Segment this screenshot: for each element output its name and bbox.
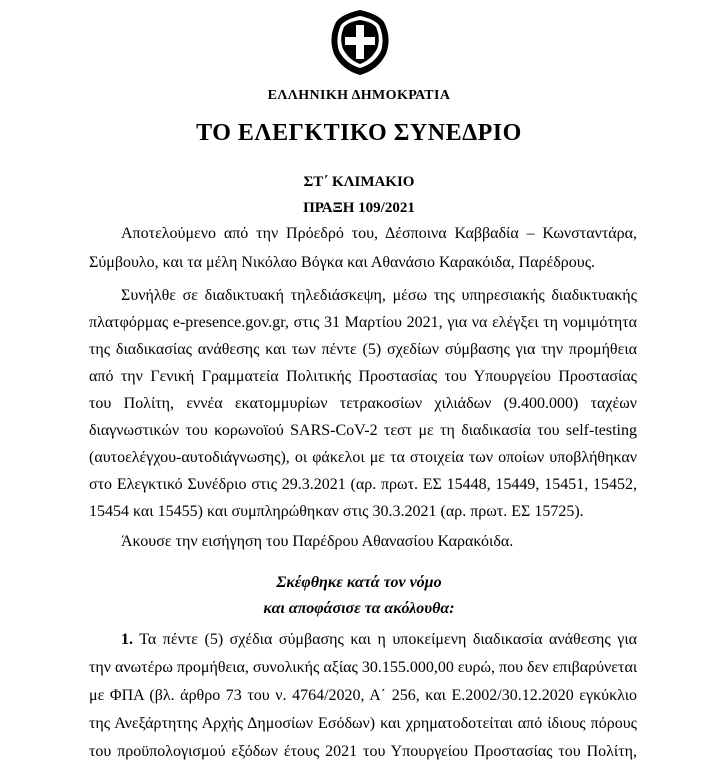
- composition-line: Σύμβουλο, και τα μέλη Νικόλαο Βόγκα και Αθανάσιο Καρακόιδα, Παρέδρους.: [89, 254, 596, 271]
- republic-heading: ΕΛΛΗΝΙΚΗ ΔΗΜΟΚΡΑΤΙΑ: [267, 88, 451, 103]
- meeting-line: (αυτοελέγχου-αυτοδιάγνωσης), οι φάκελοι με τα στοιχεία των οποίων υποβλήθηκαν: [89, 449, 637, 466]
- meeting-line: του Πολίτη, εννέα εκατομμυρίων τετρακοσίων χιλιάδων (9.400.000) ταχέων: [89, 395, 637, 412]
- chamber-heading: ΣΤ΄ ΚΛΙΜΑΚΙΟ: [303, 174, 415, 190]
- point-1-line: με ΦΠΑ (βλ. άρθρο 73 του ν. 4764/2020, Α΄ 256, και Ε.2002/30.12.2020 εγκύκλιο: [89, 687, 637, 704]
- meeting-line: από την Γενική Γραμματεία Πολιτικής Προστασίας του Υπουργείου Προστασίας: [89, 368, 637, 385]
- meeting-line: της διαδικασίας ανάθεσης και των πέντε (5) σχεδίων σύμβασης για την προμήθεια: [89, 341, 637, 358]
- decided-heading: και αποφάσισε τα ακόλουθα:: [263, 600, 455, 617]
- meeting-line: στο Ελεγκτικό Συνέδριο στις 29.3.2021 (αρ. πρωτ. ΕΣ 15448, 15449, 15451, 15452,: [89, 476, 637, 493]
- meeting-line: διαγνωστικών του κορωνοϊού SARS-CoV-2 τεστ με τη διαδικασία του self-testing: [89, 422, 637, 439]
- hearing-line: Άκουσε την εισήγηση του Παρέδρου Αθανασίου Καρακόιδα.: [121, 533, 514, 550]
- point-number: 1.: [121, 631, 133, 648]
- considered-heading: Σκέφθηκε κατά τον νόμο: [276, 574, 442, 591]
- meeting-line: πλατφόρμας e-presence.gov.gr, στις 31 Μαρτίου 2021, για να ελέγξει τη νομιμότητα: [89, 314, 637, 331]
- composition-line: Αποτελούμενο από την Πρόεδρό του, Δέσποινα Καββαδία – Κωνσταντάρα,: [121, 225, 637, 242]
- act-number: ΠΡΑΞΗ 109/2021: [303, 200, 415, 216]
- meeting-line: 15454 και 15455) και συμπληρώθηκαν στις 30.3.2021 (αρ. πρωτ. ΕΣ 15725).: [89, 503, 584, 520]
- court-title: ΤΟ ΕΛΕΓΚΤΙΚΟ ΣΥΝΕΔΡΙΟ: [196, 120, 522, 146]
- point-1-line: την ανωτέρω προμήθεια, συνολικής αξίας 30.155.000,00 ευρώ, που δεν επιβαρύνεται: [89, 659, 638, 676]
- point-1-line: της Ανεξάρτητης Αρχής Δημοσίων Εσόδων) και χρηματοδοτείται από ίδιους πόρους: [89, 715, 637, 732]
- point-1-line: του προϋπολογισμού εξόδων έτους 2021 του Υπουργείου Προστασίας του Πολίτη,: [89, 743, 637, 760]
- meeting-line: Συνήλθε σε διαδικτυακή τηλεδιάσκεψη, μέσω της υπηρεσιακής διαδικτυακής: [121, 287, 637, 304]
- point-text: Τα πέντε (5) σχέδια σύμβασης και η υποκείμενη διαδικασία ανάθεσης για: [139, 631, 638, 648]
- greek-coat-of-arms-icon: [326, 8, 394, 76]
- point-1-first-line: [121, 630, 637, 650]
